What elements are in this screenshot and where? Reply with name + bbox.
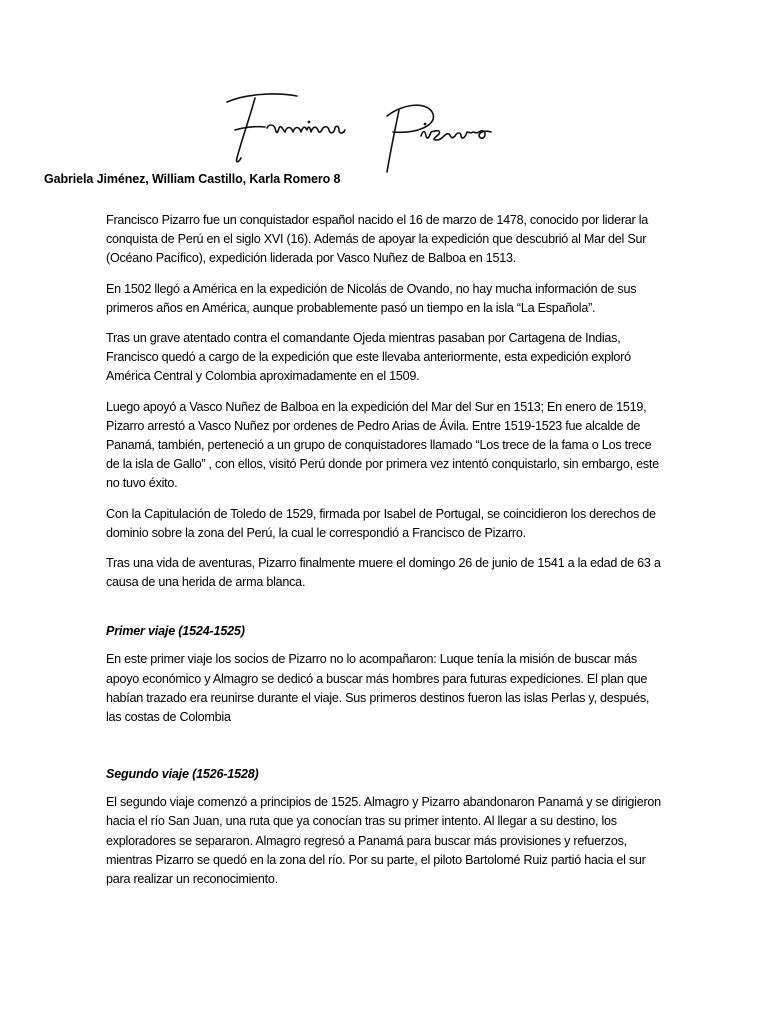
intro-paragraph-3: Tras un grave atentado contra el comandante Ojeda mientras pasaban por Cartagena de Indias, Francisco quedó a cargo de la expedición que este llevaba anteriormente, esta expedición exploró América Central y Colombia aproximadamente en el 1509. [106, 331, 631, 384]
authors-line: Gabriela Jiménez, William Castillo, Karla Romero 8 [44, 172, 341, 186]
section-heading-primer-viaje: Primer viaje (1524-1525) [106, 624, 245, 639]
intro-paragraph-4: Luego apoyó a Vasco Nuñez de Balboa en la expedición del Mar del Sur en 1513; En enero de 1519, Pizarro arrestó a Vasco Nuñez por ordenes de Pedro Arias de Ávila. Entre 1519-1523 fue alcalde de Panamá, también, perteneció a un grupo de conquistadores llamado “Los trece de la fama o Los trece de la isla de Gallo” , con ellos, visitó Perú donde por primera vez intentó conquistarlo, sin embargo, este no tuvo éxito. [106, 399, 659, 491]
section-heading-segundo-viaje: Segundo viaje (1526-1528) [106, 767, 259, 782]
intro-paragraph-1: Francisco Pizarro fue un conquistador español nacido el 16 de marzo de 1478, conocido por liderar la conquista de Perú en el siglo XVI (16). Además de apoyar la expedición que descubrió al Mar del Sur (Océano Pacífico), expedición liderada por Vasco Nuñez de Balboa en 1513. [106, 213, 649, 266]
section-paragraph-primer-viaje: En este primer viaje los socios de Pizarro no lo acompañaron: Luque tenía la misión de buscar más apoyo económico y Almagro se dedicó a buscar más hombres para futuras expediciones. El plan que habían trazado era reunirse durante el viaje. Sus primeros destinos fueron las islas Perlas y, después, las costas de Colombia [106, 652, 650, 725]
title-script-logo [215, 80, 555, 180]
document-body [106, 211, 666, 900]
section-paragraph-segundo-viaje: El segundo viaje comenzó a principios de 1525. Almagro y Pizarro abandonaron Panamá y se dirigieron hacia el río San Juan, una ruta que ya conocían tras su primer intento. Al llegar a su destino, los exploradores se separaron. Almagro regresó a Panamá para buscar más provisiones y refuerzos, mientras Pizarro se quedó en la zona del río. Por su parte, el piloto Bartolomé Ruiz partió hacia el sur para realizar un reconocimiento. [106, 795, 661, 887]
intro-paragraph-5: Con la Capitulación de Toledo de 1529, firmada por Isabel de Portugal, se coincidieron los derechos de dominio sobre la zona del Perú, la cual le correspondió a Francisco de Pizarro. [106, 506, 656, 540]
intro-paragraph-6: Tras una vida de aventuras, Pizarro finalmente muere el domingo 26 de junio de 1541 a la edad de 63 a causa de una herida de arma blanca. [106, 556, 661, 590]
intro-paragraph-2: En 1502 llegó a América en la expedición de Nicolás de Ovando, no hay mucha información de sus primeros años en América, aunque probablemente pasó un tiempo en la isla “La Española”. [106, 281, 637, 315]
